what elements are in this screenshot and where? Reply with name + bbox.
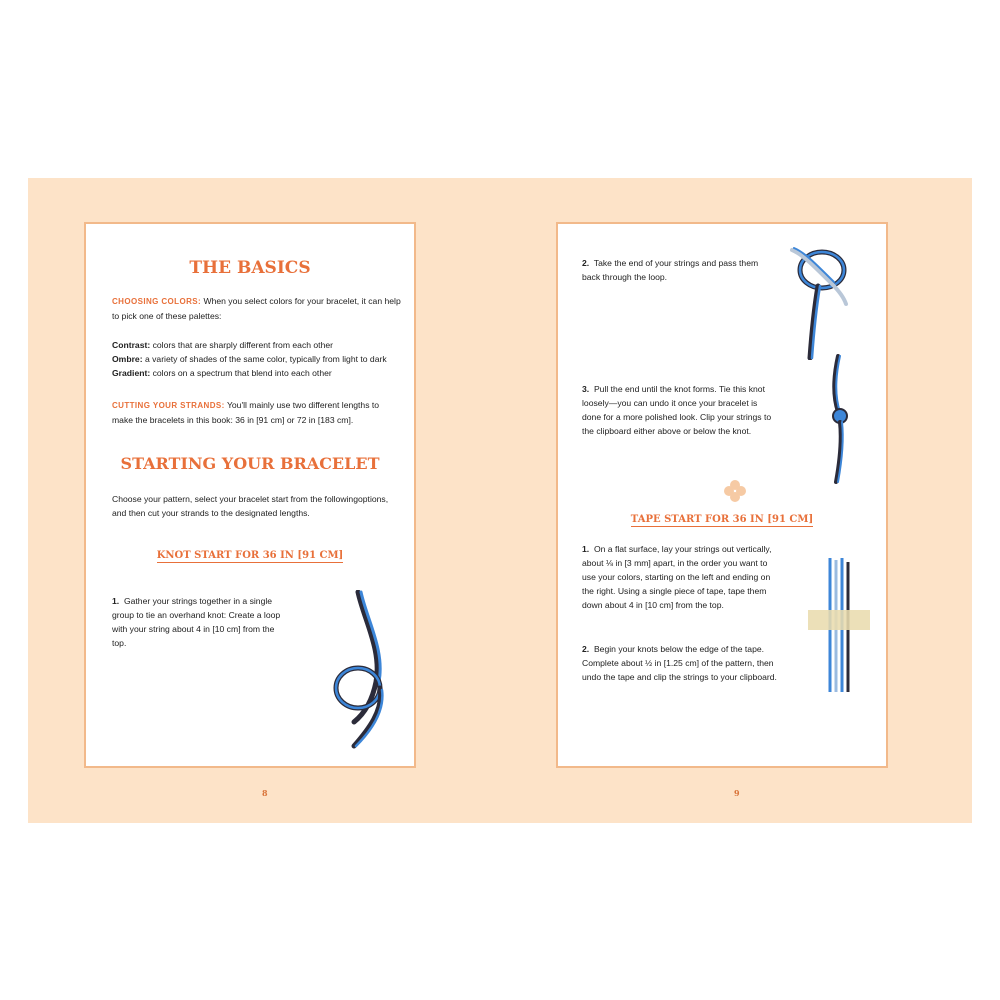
tape-start-subheading: TAPE START FOR 36 IN [91 CM] <box>630 514 814 525</box>
left-page <box>84 222 416 768</box>
loop-string-illustration <box>324 590 404 750</box>
knot-step-2: 2. Take the end of your strings and pass them back through the loop. <box>582 258 759 282</box>
knot-step-1: 1. Gather your strings together in a single group to tie an overhand knot: Create a loop with your string about 4 in [10 cm] from the top. <box>112 596 281 648</box>
palette-ombre: Ombre: a variety of shades of the same color, typically from light to dark <box>112 354 387 364</box>
clover-ornament-icon <box>724 480 746 502</box>
knot-step-3: 3. Pull the end until the knot forms. Tie this knot loosely—you can undo it once your bracelet is done for a more polished look. Clip your strings to the clipboard either above or below the knot. <box>582 384 772 436</box>
cutting-strands-paragraph <box>112 398 402 427</box>
choosing-colors-label: CHOOSING COLORS: <box>112 297 202 306</box>
tape-step-1: 1. On a flat surface, lay your strings out vertically, about ⅛ in [3 mm] apart, in the order you want to use your colors, starting on the left and ending on the right. Using a single piece of tape, tape them down about 4 in [10 cm] from the top. <box>582 544 772 610</box>
cutting-strands-text: You'll mainly use two different lengths to make the bracelets in this book: 36 in [91 cm] or 72 in [183 cm]. <box>112 400 380 425</box>
book-spread <box>28 178 972 823</box>
knot-formed-illustration <box>820 354 860 484</box>
pass-through-illustration <box>782 240 862 360</box>
basics-title: THE BASICS <box>189 258 311 278</box>
starting-bracelet-title: STARTING YOUR BRACELET <box>120 454 380 473</box>
choosing-colors-text: When you select colors for your bracelet, it can help to pick one of these palettes: <box>112 296 401 321</box>
palette-gradient: Gradient: colors on a spectrum that blend into each other <box>112 368 332 378</box>
taped-strings-illustration <box>804 556 874 696</box>
knot-start-subheading: KNOT START FOR 36 IN [91 CM] <box>156 550 344 561</box>
page-number-left: 8 <box>262 788 268 798</box>
starting-intro: Choose your pattern, select your bracelet start from the followingoptions, and then cut your strands to the designated lengths. <box>112 494 389 518</box>
choosing-colors-paragraph <box>112 294 402 323</box>
tape-step-2: 2. Begin your knots below the edge of the tape. Complete about ½ in [1.25 cm] of the pattern, then undo the tape and clip the strings to your clipboard. <box>582 644 777 682</box>
right-page <box>556 222 888 768</box>
page-number-right: 9 <box>734 788 740 798</box>
palette-list <box>112 338 412 380</box>
cutting-strands-label: CUTTING YOUR STRANDS: <box>112 401 225 410</box>
palette-contrast: Contrast: colors that are sharply different from each other <box>112 340 333 350</box>
